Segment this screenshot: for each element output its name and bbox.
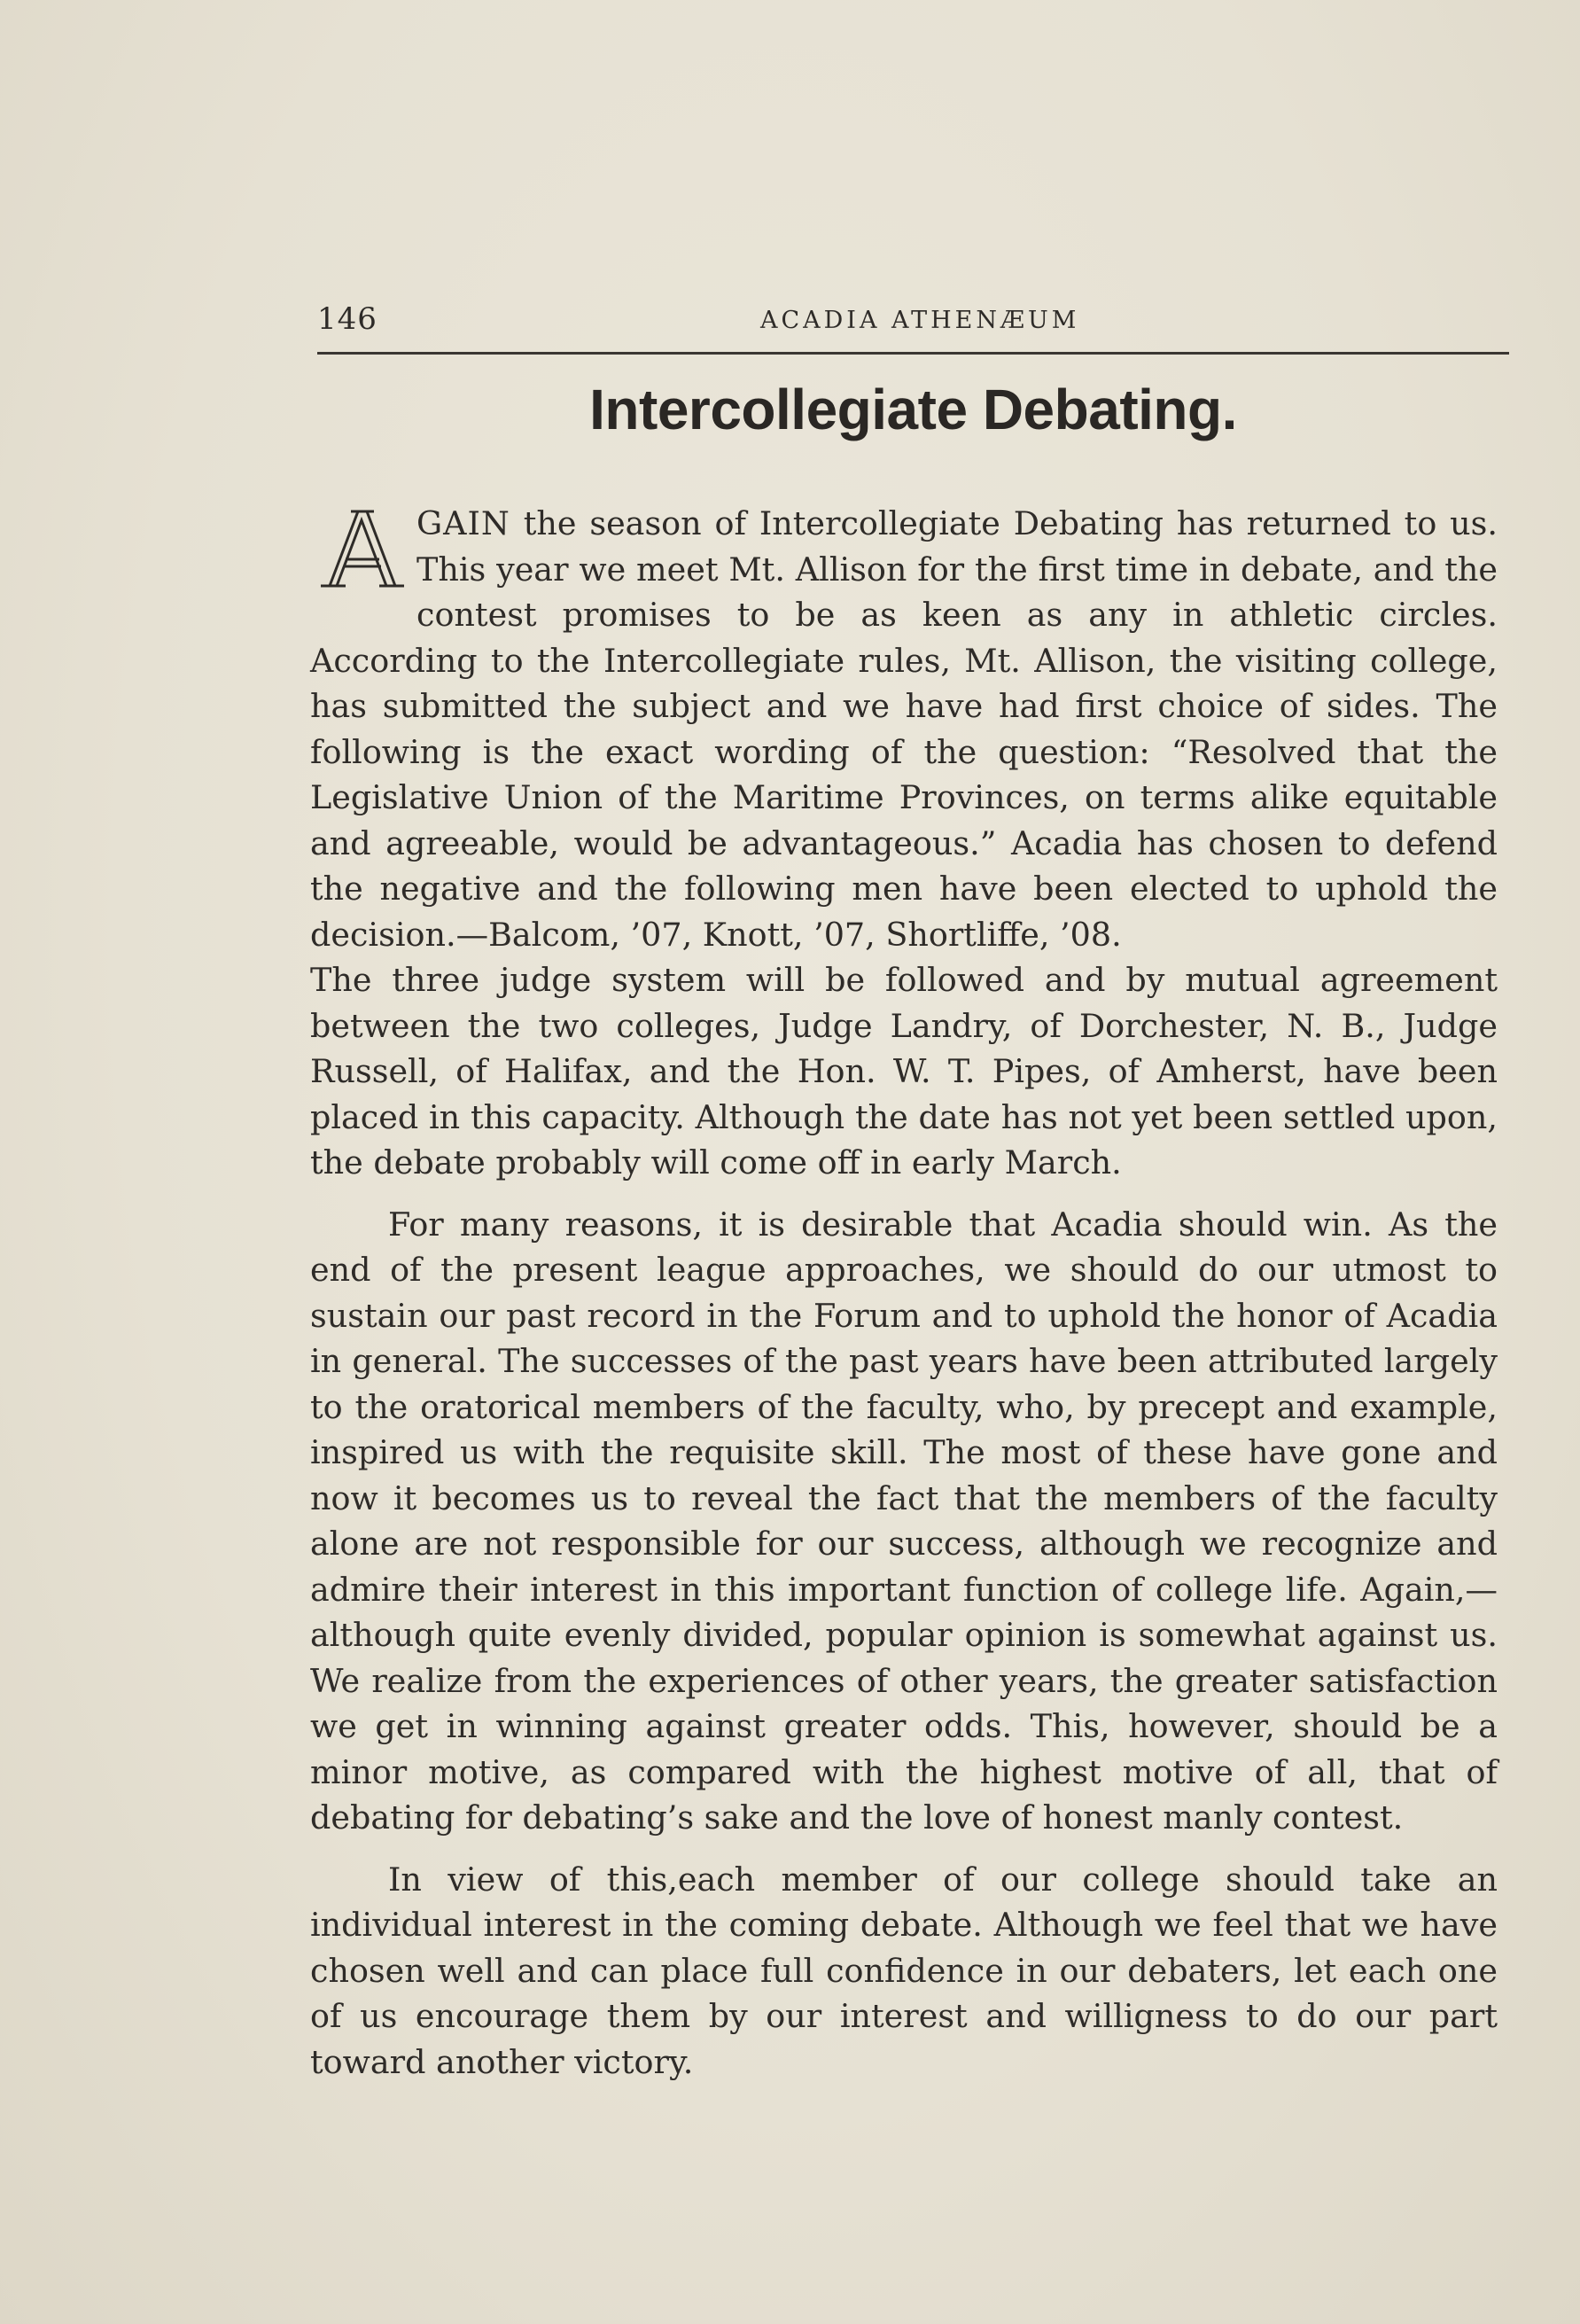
article-body <box>310 501 1498 2085</box>
header-rule <box>317 352 1509 355</box>
page-number: 146 <box>317 301 377 337</box>
paragraph-2: The three judge system will be followed and by mutual agreement between the two colleges, Judge Landry, of Dorchester, N. B., Judge Russell, of Halifax, and the Hon. W. T. Pipes, of Amherst, have been placed in this capacity. Although the date has not yet been settled upon, the debate probably will come off in early March. <box>310 961 1498 1181</box>
drop-cap-a-icon <box>317 504 406 593</box>
drop-cap <box>317 504 406 593</box>
lead-word: GAIN <box>416 504 510 542</box>
paragraph-4: In view of this,each member of our college should take an individual interest in the coming debate. Although we feel that we have chosen well and can place full confidence in our debaters, let each one of us encourage them by our interest and willigness to do our part toward another victory. <box>310 1860 1498 2081</box>
running-head <box>317 301 1509 344</box>
paragraph-3: For many reasons, it is desirable that Acadia should win. As the end of the present league approaches, we should do our utmost to sustain our past record in the Forum and to uphold the honor of Acadia in general. The successes of the past years have been attributed largely to the oratorical members of the faculty, who, by precept and example, inspired us with the requisite skill. The most of these have gone and now it becomes us to reveal the fact that the members of the faculty alone are not responsible for our success, although we recognize and admire their interest in this important function of college life. Again,—although quite evenly divided, popular opinion is somewhat against us. We realize from the experiences of other years, the greater satisfaction we get in winning against greater odds. This, however, should be a minor motive, as compared with the highest motive of all, that of debating for debating’s sake and the love of honest manly contest. <box>310 1205 1498 1837</box>
paragraph-1-text: the season of Intercollegiate Debating has returned to us. This year we meet Mt. Allison for the first time in debate, and the contest promises to be as keen as any in athletic circles. According to the Intercollegiate rules, Mt. Allison, the visiting college, has submitted the subject and we have had first choice of sides. The following is the exact wording of the question: “Resolved that the Legislative Union of the Maritime Provinces, on terms alike equitable and agreeable, would be advantageous.” Acadia has chosen to defend the negative and the following men have been elected to uphold the decision.—Balcom, ’07, Knott, ’07, Shortliffe, ’08. <box>310 504 1498 954</box>
paragraph-1 <box>310 501 1498 957</box>
article-title: Intercollegiate Debating. <box>589 378 1237 441</box>
journal-title: ACADIA ATHENÆUM <box>760 307 1080 334</box>
